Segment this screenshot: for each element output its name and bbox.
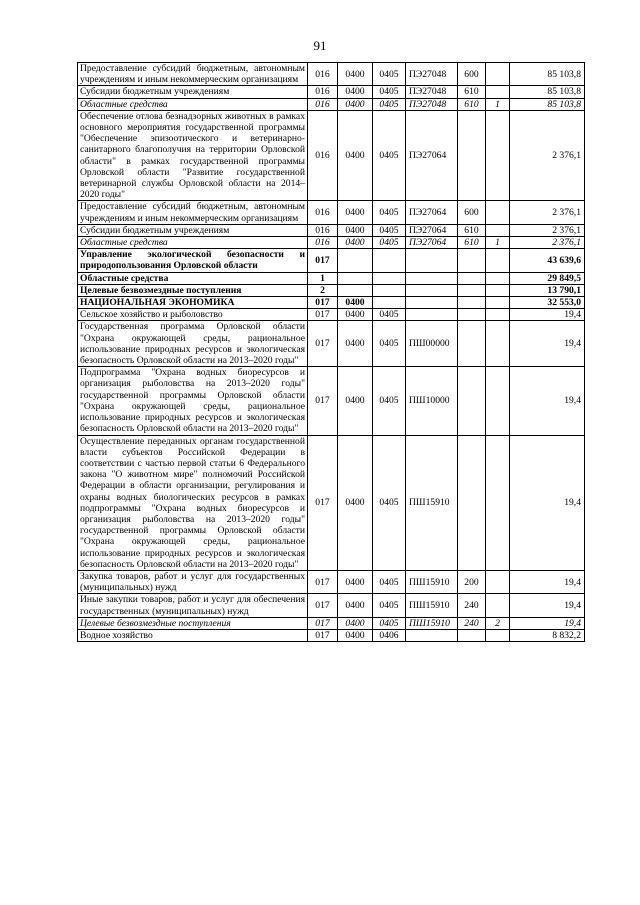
- row-name-cell: Водное хозяйство: [78, 629, 308, 641]
- value-cell: 19,4: [510, 435, 585, 570]
- value-cell: ПЭ27048: [406, 98, 458, 110]
- table-row: [78, 435, 585, 570]
- value-cell: 1: [486, 98, 510, 110]
- budget-table: [77, 62, 585, 642]
- value-cell: [338, 272, 373, 284]
- row-name-cell: Осуществление переданных органам государственной власти субъектов Российской Федерации в соответствии с частью первой статьи 6 Федерального закона "О животном мире" полномочий Российской Федерации в области организации, регулирования и охраны водных биологических ресурсов в рамках подпрограммы "Охрана водных биоресурсов и организация рыболовства на 2013–2020 годы" государственной программы Орловской области "Охрана окружающей среды, рациональное использование природных ресурсов и экологическая безопасность Орловской области на 2013–2020 годы": [78, 435, 308, 570]
- value-cell: 85 103,8: [510, 86, 585, 98]
- value-cell: 2 376,1: [510, 237, 585, 249]
- value-cell: 19,4: [510, 594, 585, 617]
- value-cell: 017: [308, 617, 338, 629]
- value-cell: ПШ15910: [406, 617, 458, 629]
- table-row: [78, 63, 585, 86]
- table-row: [78, 617, 585, 629]
- value-cell: 19,4: [510, 321, 585, 367]
- value-cell: 0405: [373, 617, 406, 629]
- table-row: [78, 367, 585, 435]
- value-cell: 19,4: [510, 570, 585, 593]
- table-row: [78, 284, 585, 296]
- table-row: [78, 272, 585, 284]
- table-row: [78, 86, 585, 98]
- table-row: [78, 629, 585, 641]
- row-name-cell: Предоставление субсидий бюджетным, автономным учреждениям и иным некоммерческим организациям: [78, 201, 308, 224]
- value-cell: [486, 367, 510, 435]
- value-cell: 0400: [338, 594, 373, 617]
- value-cell: 0405: [373, 594, 406, 617]
- table-row: [78, 594, 585, 617]
- value-cell: 610: [458, 98, 486, 110]
- value-cell: 610: [458, 224, 486, 236]
- row-name-cell: Целевые безвозмездные поступления: [78, 617, 308, 629]
- value-cell: [486, 110, 510, 201]
- value-cell: ПШ15910: [406, 435, 458, 570]
- value-cell: ПШ15910: [406, 570, 458, 593]
- value-cell: 0405: [373, 98, 406, 110]
- value-cell: [458, 297, 486, 309]
- value-cell: 017: [308, 594, 338, 617]
- value-cell: 017: [308, 435, 338, 570]
- value-cell: [486, 249, 510, 272]
- value-cell: [458, 110, 486, 201]
- value-cell: 240: [458, 617, 486, 629]
- value-cell: ПЭ27064: [406, 224, 458, 236]
- value-cell: [458, 309, 486, 321]
- value-cell: 0400: [338, 201, 373, 224]
- table-row: [78, 570, 585, 593]
- value-cell: 0400: [338, 237, 373, 249]
- table-row: [78, 98, 585, 110]
- row-name-cell: Областные средства: [78, 98, 308, 110]
- value-cell: ПШ10000: [406, 367, 458, 435]
- value-cell: 0400: [338, 98, 373, 110]
- row-name-cell: Обеспечение отлова безнадзорных животных в рамках основного мероприятия государственной программы "Обеспечение эпизоотического и ветеринарно-санитарного благополучия на территории Орловской области" в рамках государственной программы Орловской области "Развитие государственной ветеринарной службы Орловской области на 2014–2020 годы": [78, 110, 308, 201]
- value-cell: 600: [458, 63, 486, 86]
- row-name-cell: Иные закупки товаров, работ и услуг для обеспечения государственных (муниципальных) нужд: [78, 594, 308, 617]
- value-cell: 2 376,1: [510, 201, 585, 224]
- value-cell: 017: [308, 249, 338, 272]
- value-cell: [486, 321, 510, 367]
- value-cell: [406, 629, 458, 641]
- value-cell: ПЭ27064: [406, 237, 458, 249]
- value-cell: [458, 435, 486, 570]
- value-cell: 0400: [338, 367, 373, 435]
- row-name-cell: Предоставление субсидий бюджетным, автономным учреждениям и иным некоммерческим организациям: [78, 63, 308, 86]
- value-cell: [458, 367, 486, 435]
- value-cell: 1: [308, 272, 338, 284]
- value-cell: 017: [308, 629, 338, 641]
- value-cell: 1: [486, 237, 510, 249]
- value-cell: 8 832,2: [510, 629, 585, 641]
- row-name-cell: Государственная программа Орловской области "Охрана окружающей среды, рациональное использование природных ресурсов и экологическая безопасность Орловской области на 2013–2020 годы": [78, 321, 308, 367]
- value-cell: [338, 249, 373, 272]
- value-cell: [486, 201, 510, 224]
- value-cell: [373, 284, 406, 296]
- value-cell: 0400: [338, 86, 373, 98]
- value-cell: 016: [308, 86, 338, 98]
- value-cell: [406, 297, 458, 309]
- value-cell: ПШ00000: [406, 321, 458, 367]
- row-name-cell: Целевые безвозмездные поступления: [78, 284, 308, 296]
- value-cell: [486, 309, 510, 321]
- value-cell: [486, 594, 510, 617]
- value-cell: 0405: [373, 224, 406, 236]
- row-name-cell: Субсидии бюджетным учреждениям: [78, 86, 308, 98]
- value-cell: [486, 224, 510, 236]
- value-cell: [373, 272, 406, 284]
- value-cell: 0400: [338, 321, 373, 367]
- table-row: [78, 309, 585, 321]
- value-cell: 2: [308, 284, 338, 296]
- value-cell: [486, 63, 510, 86]
- value-cell: 0400: [338, 297, 373, 309]
- value-cell: 0400: [338, 309, 373, 321]
- table-row: [78, 237, 585, 249]
- value-cell: 0405: [373, 110, 406, 201]
- value-cell: 0405: [373, 63, 406, 86]
- value-cell: 0405: [373, 237, 406, 249]
- value-cell: 0405: [373, 201, 406, 224]
- value-cell: [486, 272, 510, 284]
- value-cell: 0400: [338, 224, 373, 236]
- value-cell: 2 376,1: [510, 110, 585, 201]
- table-row: [78, 297, 585, 309]
- value-cell: [406, 284, 458, 296]
- row-name-cell: Управление экологической безопасности и природопользования Орловской области: [78, 249, 308, 272]
- row-name-cell: Сельское хозяйство и рыболовство: [78, 309, 308, 321]
- value-cell: 19,4: [510, 367, 585, 435]
- value-cell: 017: [308, 367, 338, 435]
- value-cell: [486, 284, 510, 296]
- value-cell: 0400: [338, 629, 373, 641]
- row-name-cell: НАЦИОНАЛЬНАЯ ЭКОНОМИКА: [78, 297, 308, 309]
- value-cell: 85 103,8: [510, 98, 585, 110]
- value-cell: [486, 86, 510, 98]
- value-cell: 610: [458, 86, 486, 98]
- table-row: [78, 224, 585, 236]
- value-cell: 0400: [338, 63, 373, 86]
- value-cell: [486, 435, 510, 570]
- value-cell: 32 553,0: [510, 297, 585, 309]
- table-row: [78, 201, 585, 224]
- value-cell: 2: [486, 617, 510, 629]
- value-cell: ПЭ27048: [406, 86, 458, 98]
- value-cell: 0405: [373, 435, 406, 570]
- value-cell: 017: [308, 570, 338, 593]
- value-cell: 0405: [373, 309, 406, 321]
- value-cell: [458, 629, 486, 641]
- page-number: 91: [313, 38, 327, 53]
- value-cell: 29 849,5: [510, 272, 585, 284]
- value-cell: 0405: [373, 367, 406, 435]
- value-cell: 016: [308, 63, 338, 86]
- value-cell: 017: [308, 309, 338, 321]
- value-cell: 017: [308, 297, 338, 309]
- value-cell: 13 790,1: [510, 284, 585, 296]
- value-cell: ПЭ27064: [406, 201, 458, 224]
- value-cell: 0406: [373, 629, 406, 641]
- value-cell: [373, 249, 406, 272]
- value-cell: 2 376,1: [510, 224, 585, 236]
- value-cell: 0400: [338, 570, 373, 593]
- row-name-cell: Областные средства: [78, 237, 308, 249]
- row-name-cell: Субсидии бюджетным учреждениям: [78, 224, 308, 236]
- value-cell: 016: [308, 110, 338, 201]
- value-cell: [406, 309, 458, 321]
- value-cell: [458, 249, 486, 272]
- row-name-cell: Областные средства: [78, 272, 308, 284]
- value-cell: 016: [308, 201, 338, 224]
- value-cell: 016: [308, 224, 338, 236]
- value-cell: 43 639,6: [510, 249, 585, 272]
- value-cell: 0405: [373, 570, 406, 593]
- value-cell: 85 103,8: [510, 63, 585, 86]
- row-name-cell: Закупка товаров, работ и услуг для государственных (муниципальных) нужд: [78, 570, 308, 593]
- value-cell: 016: [308, 237, 338, 249]
- value-cell: 240: [458, 594, 486, 617]
- value-cell: ПЭ27064: [406, 110, 458, 201]
- value-cell: [406, 249, 458, 272]
- value-cell: [486, 629, 510, 641]
- value-cell: 19,4: [510, 309, 585, 321]
- value-cell: 0400: [338, 110, 373, 201]
- value-cell: ПШ15910: [406, 594, 458, 617]
- value-cell: 0400: [338, 435, 373, 570]
- value-cell: [406, 272, 458, 284]
- table-row: [78, 321, 585, 367]
- value-cell: 200: [458, 570, 486, 593]
- value-cell: [458, 284, 486, 296]
- table-row: [78, 110, 585, 201]
- value-cell: [458, 272, 486, 284]
- value-cell: ПЭ27048: [406, 63, 458, 86]
- value-cell: [486, 570, 510, 593]
- value-cell: 19,4: [510, 617, 585, 629]
- row-name-cell: Подпрограмма "Охрана водных биоресурсов и организация рыболовства на 2013–2020 годы" государственной программы Орловской области "Охрана окружающей среды, рациональное использование природных ресурсов и экологическая безопасность Орловской области на 2013–2020 годы": [78, 367, 308, 435]
- value-cell: 600: [458, 201, 486, 224]
- value-cell: [373, 297, 406, 309]
- value-cell: 017: [308, 321, 338, 367]
- value-cell: 610: [458, 237, 486, 249]
- table-row: [78, 249, 585, 272]
- value-cell: 0405: [373, 321, 406, 367]
- value-cell: 0405: [373, 86, 406, 98]
- value-cell: 016: [308, 98, 338, 110]
- value-cell: [458, 321, 486, 367]
- value-cell: 0400: [338, 617, 373, 629]
- value-cell: [338, 284, 373, 296]
- value-cell: [486, 297, 510, 309]
